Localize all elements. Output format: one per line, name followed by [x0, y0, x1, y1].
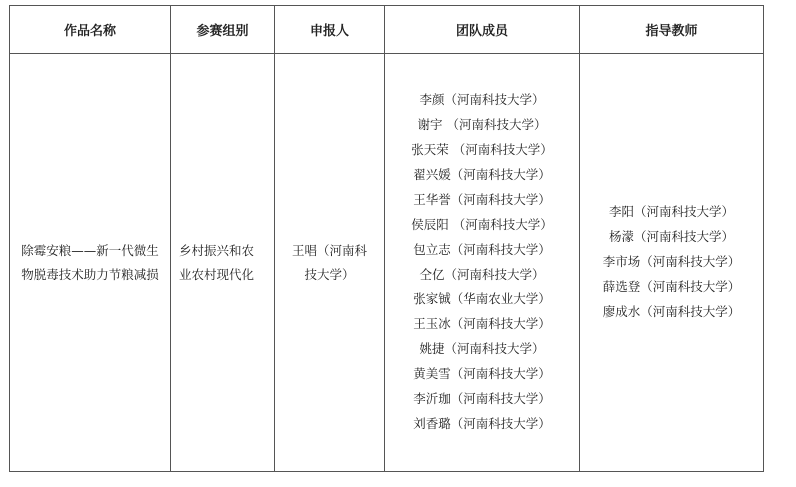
team-member: 李沂珈（河南科技大学） — [413, 391, 551, 407]
project-name-cell — [10, 54, 171, 472]
applicant: 王唱（河南科技大学） — [291, 242, 367, 282]
header-category: 参赛组别 — [171, 6, 275, 54]
advisors-list — [580, 200, 763, 325]
team-member: 张天荣 （河南科技大学） — [411, 141, 553, 157]
header-team-members: 团队成员 — [385, 6, 580, 54]
team-member: 王玉冰（河南科技大学） — [413, 316, 551, 332]
header-applicant: 申报人 — [275, 6, 385, 54]
advisor: 杨濛（河南科技大学） — [608, 229, 734, 245]
advisor: 廖成水（河南科技大学） — [602, 303, 741, 319]
applicant-cell — [275, 54, 385, 472]
header-advisors: 指导教师 — [580, 6, 764, 54]
advisors-cell — [580, 54, 764, 472]
category-cell — [171, 54, 275, 472]
team-member: 姚捷（河南科技大学） — [419, 341, 545, 357]
team-member: 谢宇 （河南科技大学） — [417, 117, 547, 133]
team-member: 张家铖（华南农业大学） — [413, 291, 551, 307]
team-member: 李颜（河南科技大学） — [419, 92, 545, 108]
advisor: 李市场（河南科技大学） — [602, 254, 741, 270]
team-members-list — [385, 88, 579, 437]
header-row — [10, 6, 764, 54]
team-members-cell — [385, 54, 580, 472]
category: 乡村振兴和农业农村现代化 — [179, 242, 255, 282]
team-member: 仝亿（河南科技大学） — [419, 266, 545, 282]
advisor: 薛选登（河南科技大学） — [602, 278, 741, 294]
team-member: 刘香璐（河南科技大学） — [413, 415, 551, 431]
advisor: 李阳（河南科技大学） — [608, 204, 734, 220]
table-row — [10, 54, 764, 472]
header-project-name: 作品名称 — [10, 6, 171, 54]
team-member: 侯辰阳 （河南科技大学） — [411, 216, 553, 232]
team-member: 王华誉（河南科技大学） — [413, 191, 551, 207]
team-member: 包立志（河南科技大学） — [413, 241, 551, 257]
project-name: 除霉安粮——新一代微生物脱毒技术助力节粮减损 — [21, 242, 159, 282]
award-table — [9, 5, 764, 472]
team-member: 黄美雪（河南科技大学） — [413, 366, 551, 382]
team-member: 翟兴媛（河南科技大学） — [413, 166, 551, 182]
